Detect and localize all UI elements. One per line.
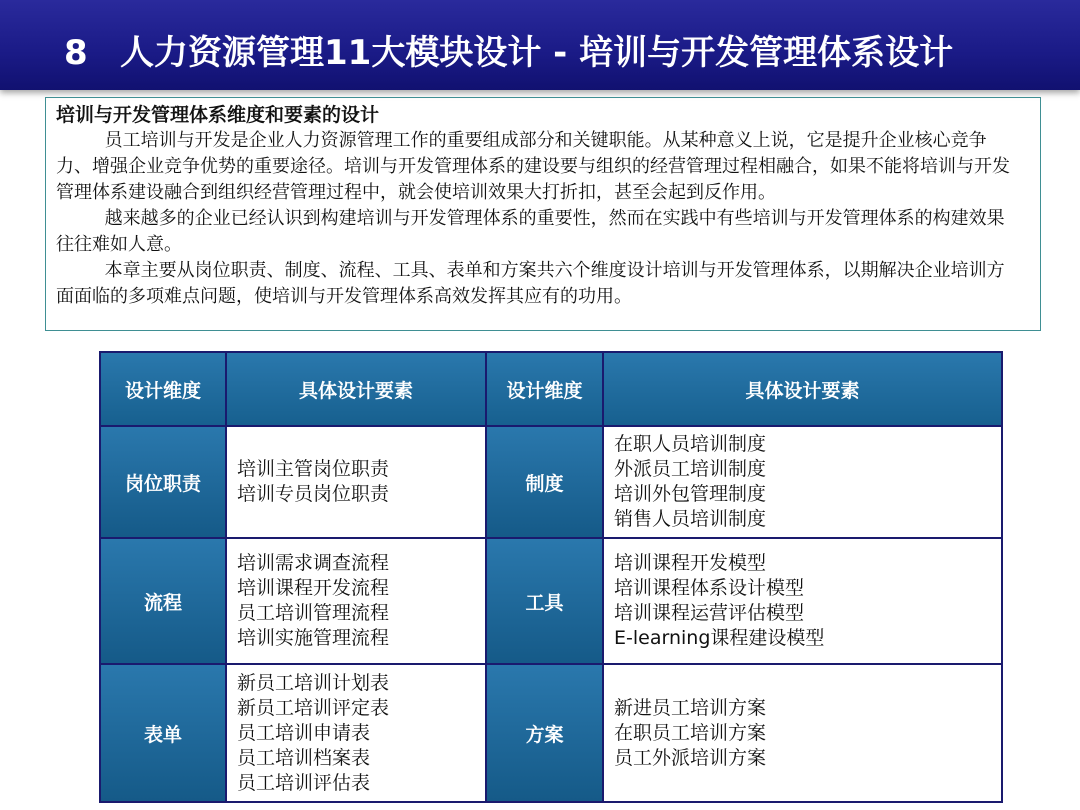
element-item: 新进员工培训方案 xyxy=(614,696,767,719)
intro-box xyxy=(45,97,1041,331)
page-title xyxy=(64,28,953,78)
element-item: 培训课程运营评估模型 xyxy=(614,602,805,624)
elements-cell xyxy=(603,426,1002,538)
element-item: 员工培训档案表 xyxy=(237,746,371,769)
intro-paragraph: 员工培训与开发是企业人力资源管理工作的重要组成部分和关键职能。从某种意义上说，它是提升企业核心竞争力、增强企业竞争优势的重要途径。培训与开发管理体系的建设要与组织的经营管理过程相融合，如果不能将培训与开发管理体系建设融合到组织经营管理过程中，就会使培训效果大打折扣，甚至会起到反作用。 xyxy=(56,130,1010,203)
element-item: 培训课程开发模型 xyxy=(614,552,767,574)
element-item: 员工外派培训方案 xyxy=(614,746,767,769)
element-item: 在职人员培训制度 xyxy=(614,433,767,455)
intro-paragraph: 越来越多的企业已经认识到构建培训与开发管理体系的重要性，然而在实践中有些培训与开发管理体系的构建效果往往难如人意。 xyxy=(56,208,1005,255)
element-item: 在职员工培训方案 xyxy=(614,721,767,744)
header-dimension: 设计维度 xyxy=(486,352,603,426)
title-bar xyxy=(0,0,1080,90)
dimension-cell: 表单 xyxy=(100,664,226,802)
element-item: 新员工培训计划表 xyxy=(237,671,390,694)
elements-cell xyxy=(603,538,1002,664)
section-title: 人力资源管理11大模块设计 - 培训与开发管理体系设计 xyxy=(120,33,954,73)
element-item: 培训专员岗位职责 xyxy=(237,483,390,505)
header-elements: 具体设计要素 xyxy=(226,352,486,426)
header-dimension: 设计维度 xyxy=(100,352,226,426)
element-item: 培训课程体系设计模型 xyxy=(614,577,805,599)
table-row xyxy=(100,426,1002,538)
element-item: 员工培训管理流程 xyxy=(237,602,390,624)
element-item: 培训课程开发流程 xyxy=(237,577,390,599)
dimension-cell: 岗位职责 xyxy=(100,426,226,538)
table-row xyxy=(100,538,1002,664)
dimension-cell: 流程 xyxy=(100,538,226,664)
element-item: 新员工培训评定表 xyxy=(237,696,390,719)
element-item: 培训需求调查流程 xyxy=(237,552,390,574)
dimension-cell: 工具 xyxy=(486,538,603,664)
design-table xyxy=(99,351,1003,803)
element-item: 培训实施管理流程 xyxy=(237,627,390,649)
elements-cell xyxy=(226,426,486,538)
intro-paragraph: 本章主要从岗位职责、制度、流程、工具、表单和方案共六个维度设计培训与开发管理体系，以期解决企业培训方面面临的多项难点问题，使培训与开发管理体系高效发挥其应有的功用。 xyxy=(56,260,1005,307)
table-header-row xyxy=(100,352,1002,426)
elements-cell xyxy=(226,664,486,802)
dimension-cell: 方案 xyxy=(486,664,603,802)
elements-cell xyxy=(603,664,1002,802)
intro-heading: 培训与开发管理体系维度和要素的设计 xyxy=(56,104,380,126)
element-item: 培训外包管理制度 xyxy=(614,483,767,505)
header-elements: 具体设计要素 xyxy=(603,352,1002,426)
element-item: 员工培训评估表 xyxy=(237,771,371,794)
element-item: E-learning课程建设模型 xyxy=(614,627,825,649)
elements-cell xyxy=(226,538,486,664)
element-item: 员工培训申请表 xyxy=(237,721,371,744)
element-item: 外派员工培训制度 xyxy=(614,458,767,480)
table-row xyxy=(100,664,1002,802)
element-item: 培训主管岗位职责 xyxy=(237,458,390,480)
section-number: 8 xyxy=(64,33,88,73)
dimension-cell: 制度 xyxy=(486,426,603,538)
element-item: 销售人员培训制度 xyxy=(614,508,767,530)
